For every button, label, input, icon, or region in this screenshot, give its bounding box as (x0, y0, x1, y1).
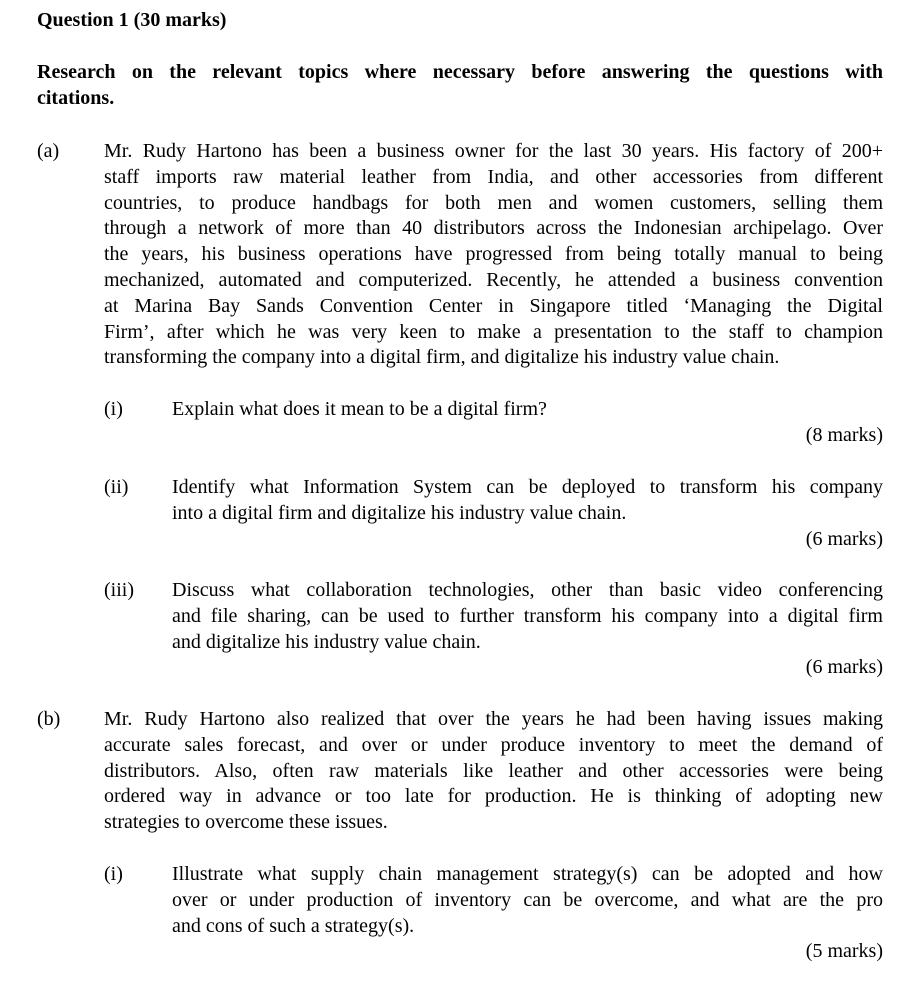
text-line: and file sharing, can be used to further transform his company into a digital firm (172, 604, 883, 627)
text-line: distributors. Also, often raw materials like leather and other accessories were being (104, 759, 883, 782)
marks-label: (5 marks) (805, 940, 883, 963)
part-a-text (104, 139, 883, 371)
part-a-label: (a) (37, 140, 60, 162)
text-line: Discuss what collaboration technologies, other than basic video conferencing (172, 579, 883, 601)
marks-label: (6 marks) (805, 656, 883, 679)
instruction-text (37, 60, 883, 112)
text-line: transforming the company into a digital firm, and digitalize his industry value chain. (104, 346, 780, 369)
text-line: countries, to produce handbags for both men and women customers, selling them (104, 191, 883, 214)
text-line: at Marina Bay Sands Convention Center in Singapore titled ‘Managing the Digital (104, 294, 883, 317)
text-line: Illustrate what supply chain management strategy(s) can be adopted and how (172, 863, 883, 885)
sub-question-text (172, 862, 883, 939)
marks-label: (6 marks) (805, 527, 883, 550)
text-line: strategies to overcome these issues. (104, 811, 388, 834)
sub-question-label: (i) (104, 398, 123, 420)
text-line: Firm’, after which he was very keen to make a presentation to the staff to champion (104, 320, 883, 343)
part-b-label: (b) (37, 708, 61, 730)
text-line: and cons of such a strategy(s). (172, 914, 415, 937)
text-line: citations. (37, 86, 115, 109)
text-line: Identify what Information System can be deployed to transform his company (172, 476, 883, 498)
sub-question-text (172, 578, 883, 655)
sub-question-label: (i) (104, 863, 123, 885)
text-line: accurate sales forecast, and over or under produce inventory to meet the demand of (104, 733, 883, 756)
sub-question-text (172, 397, 883, 423)
text-line: Mr. Rudy Hartono has been a business owner for the last 30 years. His factory of 200+ (104, 140, 883, 162)
text-line: over or under production of inventory can be overcome, and what are the pro (172, 888, 883, 911)
text-line: and digitalize his industry value chain. (172, 630, 481, 653)
text-line: mechanized, automated and computerized. Recently, he attended a business convention (104, 268, 883, 291)
sub-question-text (172, 475, 883, 527)
part-b-text (104, 707, 883, 836)
text-line: into a digital firm and digitalize his industry value chain. (172, 501, 627, 524)
text-line: through a network of more than 40 distributors across the Indonesian archipelago. Over (104, 217, 883, 240)
text-line: Explain what does it mean to be a digital firm? (172, 398, 547, 420)
text-line: the years, his business operations have progressed from being totally manual to being (104, 243, 883, 266)
sub-question-label: (iii) (104, 579, 134, 601)
question-title: Question 1 (30 marks) (37, 9, 227, 31)
text-line: Research on the relevant topics where necessary before answering the questions with (37, 61, 883, 83)
text-line: ordered way in advance or too late for production. He is thinking of adopting new (104, 785, 883, 808)
text-line: staff imports raw material leather from India, and other accessories from different (104, 165, 883, 188)
marks-label: (8 marks) (805, 423, 883, 446)
sub-question-label: (ii) (104, 476, 129, 498)
text-line: Mr. Rudy Hartono also realized that over the years he had been having issues making (104, 708, 883, 730)
